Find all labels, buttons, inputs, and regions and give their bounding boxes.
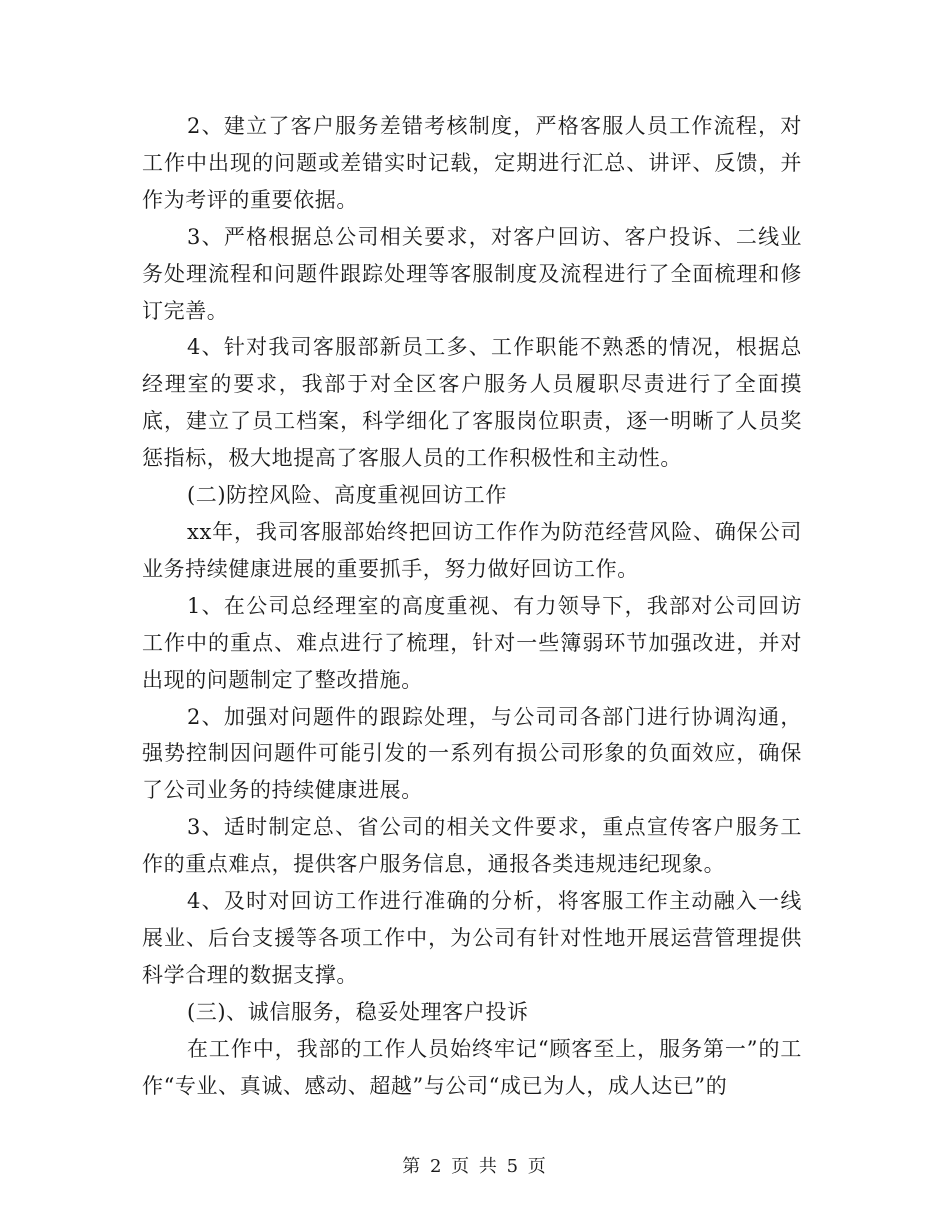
- page-number-footer: 第 2 页 共 5 页: [402, 1156, 548, 1177]
- paragraph-5: xx年，我司客服部始终把回访工作作为防范经营风险、确保公司业务持续健康进展的重要抓手，努力做好回访工作。: [142, 519, 802, 581]
- paragraph-8: 3、适时制定总、省公司的相关文件要求，重点宣传客户服务工作的重点难点，提供客户服务信息，通报各类违规违纪现象。: [142, 815, 802, 877]
- paragraph-7: 2、加强对问题件的跟踪处理，与公司司各部门进行协调沟通，强势控制因问题件可能引发的一系列有损公司形象的负面效应，确保了公司业务的持续健康进展。: [142, 704, 802, 803]
- paragraph-9: 4、及时对回访工作进行准确的分析，将客服工作主动融入一线展业、后台支援等各项工作中，为公司有针对性地开展运营管理提供科学合理的数据支撑。: [142, 889, 802, 987]
- document-body: [142, 108, 802, 1104]
- section-heading-2: (二)防控风险、高度重视回访工作: [187, 483, 507, 508]
- paragraph-1: 2、建立了客户服务差错考核制度，严格客服人员工作流程，对工作中出现的问题或差错实时记载，定期进行汇总、讲评、反馈，并作为考评的重要依据。: [142, 114, 802, 212]
- paragraph-11: 在工作中，我部的工作人员始终牢记“顾客至上，服务第一”的工作“专业、真诚、感动、超越”与公司“成已为人，成人达已”的: [142, 1036, 802, 1098]
- paragraph-2: 3、严格根据总公司相关要求，对客户回访、客户投诉、二线业务处理流程和问题件跟踪处理等客服制度及流程进行了全面梳理和修订完善。: [142, 224, 802, 323]
- section-heading-3: (三)、诚信服务，稳妥处理客户投诉: [187, 999, 529, 1024]
- paragraph-6: 1、在公司总经理室的高度重视、有力领导下，我部对公司回访工作中的重点、难点进行了梳理，针对一些簿弱环节加强改进，并对出现的问题制定了整改措施。: [142, 593, 802, 692]
- paragraph-3: 4、针对我司客服部新员工多、工作职能不熟悉的情况，根据总经理室的要求，我部于对全区客户服务人员履职尽责进行了全面摸底，建立了员工档案，科学细化了客服岗位职责，逐一明晰了人员奖惩指标，极大地提高了客服人员的工作积极性和主动性。: [142, 335, 802, 471]
